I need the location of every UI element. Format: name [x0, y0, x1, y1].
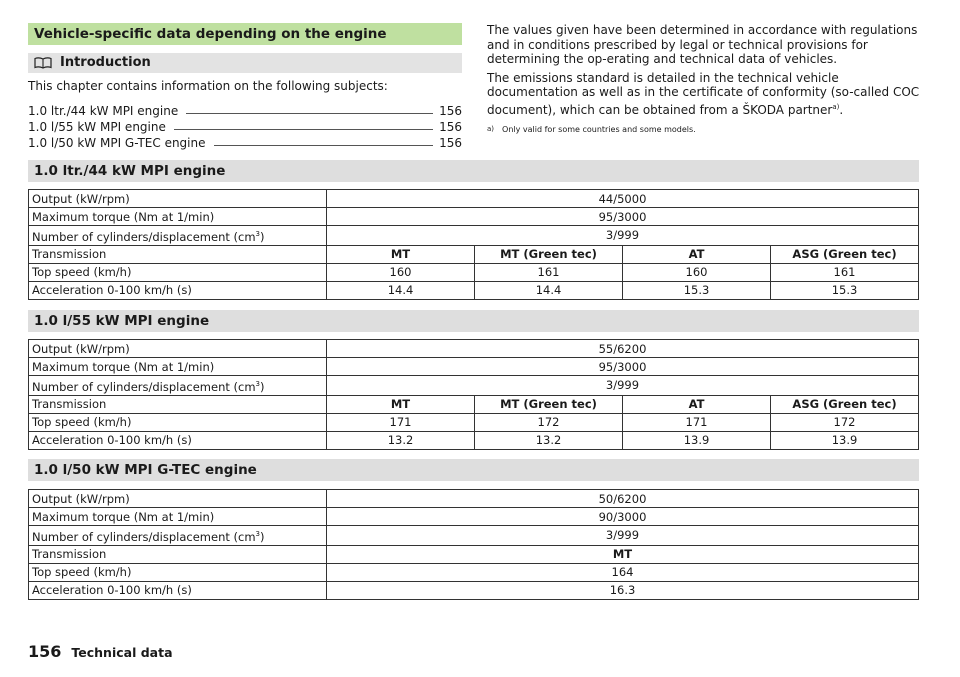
row-label [29, 376, 327, 396]
column-header: AT [623, 395, 771, 413]
table-cell: 172 [771, 413, 919, 431]
table-row [29, 581, 919, 599]
footer-title: Technical data [71, 645, 173, 660]
table-cell: 14.4 [475, 281, 623, 299]
toc-item-page: 156 [439, 136, 462, 150]
table-cell: 16.3 [327, 581, 919, 599]
column-header: ASG (Green tec) [771, 245, 919, 263]
column-header: ASG (Green tec) [771, 395, 919, 413]
book-icon [34, 57, 52, 69]
emissions-text: The emissions standard is detailed in the technical vehicle documentation as well as in the certificate of conformity (so-called COC document), which can be obtained from a ŠKODA partner [487, 70, 920, 117]
row-value: 3/999 [327, 526, 919, 546]
row-label: Top speed (km/h) [29, 413, 327, 431]
cyl-label-sup: 3 [255, 230, 261, 238]
row-label: Maximum torque (Nm at 1/min) [29, 358, 327, 376]
table-cell: 13.9 [623, 431, 771, 449]
row-value: 55/6200 [327, 340, 919, 358]
row-label: Transmission [29, 395, 327, 413]
introduction-header [28, 53, 462, 73]
column-header: MT (Green tec) [475, 245, 623, 263]
emissions-paragraph [487, 71, 927, 118]
table-row [29, 563, 919, 581]
table-cell: 15.3 [771, 281, 919, 299]
footnote [487, 125, 927, 134]
table-cell: 13.9 [771, 431, 919, 449]
row-value: 3/999 [327, 376, 919, 396]
row-value: 95/3000 [327, 358, 919, 376]
table-row [29, 413, 919, 431]
page-number: 156 [28, 642, 62, 661]
table-cell: 161 [475, 263, 623, 281]
toc-item-page: 156 [439, 104, 462, 118]
spec-table [28, 339, 919, 450]
introduction-title: Introduction [60, 55, 151, 70]
table-cell: 161 [771, 263, 919, 281]
spec-table [28, 189, 919, 300]
values-paragraph: The values given have been determined in accordance with regulations and in conditions prescribed by legal or technical provisions for determining the op-erating and technical data of vehicles. [487, 23, 918, 66]
row-label [29, 226, 327, 246]
table-cell: 164 [327, 563, 919, 581]
row-label: Output (kW/rpm) [29, 340, 327, 358]
column-header: MT [327, 395, 475, 413]
table-cell: 172 [475, 413, 623, 431]
table-row [29, 490, 919, 508]
table-row [29, 526, 919, 546]
row-label: Transmission [29, 245, 327, 263]
column-header: MT (Green tec) [475, 395, 623, 413]
table-row [29, 376, 919, 396]
row-label [29, 526, 327, 546]
row-label: Acceleration 0-100 km/h (s) [29, 581, 327, 599]
row-value: 3/999 [327, 226, 919, 246]
table-row [29, 208, 919, 226]
footnote-mark: a) [487, 125, 495, 133]
cyl-label-text: Number of cylinders/displacement (cm [32, 379, 256, 394]
column-header: AT [623, 245, 771, 263]
toc-item[interactable] [28, 134, 462, 150]
toc-leader-line [214, 145, 434, 146]
toc-leader-line [186, 113, 433, 114]
table-row [29, 245, 919, 263]
table-cell: 171 [623, 413, 771, 431]
table-row [29, 226, 919, 246]
row-label: Maximum torque (Nm at 1/min) [29, 208, 327, 226]
table-cell: 13.2 [327, 431, 475, 449]
left-column [28, 23, 462, 150]
row-value: 44/5000 [327, 190, 919, 208]
table-row [29, 395, 919, 413]
chapter-header: Vehicle-specific data depending on the engine [28, 23, 462, 45]
row-label: Top speed (km/h) [29, 563, 327, 581]
section-title: 1.0 l/50 kW MPI G-TEC engine [28, 459, 919, 481]
footnote-text: Only valid for some countries and some models. [502, 125, 696, 134]
row-value: 95/3000 [327, 208, 919, 226]
row-label: Acceleration 0-100 km/h (s) [29, 281, 327, 299]
cyl-label-sup: 3 [255, 380, 261, 388]
row-value: 90/3000 [327, 508, 919, 526]
column-header: MT [327, 245, 475, 263]
row-label: Acceleration 0-100 km/h (s) [29, 431, 327, 449]
toc-item-label: 1.0 l/50 kW MPI G-TEC engine [28, 136, 206, 150]
cyl-label-close: ) [260, 529, 265, 544]
toc-item-label: 1.0 ltr./44 kW MPI engine [28, 104, 179, 118]
table-row [29, 190, 919, 208]
toc-leader-line [174, 129, 433, 130]
table-cell: 13.2 [475, 431, 623, 449]
table-cell: 15.3 [623, 281, 771, 299]
footnote-reference: a) [832, 102, 840, 111]
row-label: Top speed (km/h) [29, 263, 327, 281]
right-column [487, 23, 927, 134]
row-label: Output (kW/rpm) [29, 490, 327, 508]
table-of-contents [28, 102, 462, 150]
emissions-text-end: . [839, 102, 844, 117]
spec-table [28, 489, 919, 600]
table-row [29, 281, 919, 299]
row-label: Output (kW/rpm) [29, 190, 327, 208]
table-row [29, 545, 919, 563]
row-label: Transmission [29, 545, 327, 563]
table-row [29, 340, 919, 358]
row-value: 50/6200 [327, 490, 919, 508]
table-row [29, 431, 919, 449]
column-header: MT [327, 545, 919, 563]
section-title: 1.0 l/55 kW MPI engine [28, 310, 919, 332]
toc-item-page: 156 [439, 120, 462, 134]
toc-item[interactable] [28, 102, 462, 118]
page-footer [28, 642, 173, 661]
table-cell: 160 [623, 263, 771, 281]
table-row [29, 358, 919, 376]
toc-item-label: 1.0 l/55 kW MPI engine [28, 120, 166, 134]
table-cell: 160 [327, 263, 475, 281]
cyl-label-sup: 3 [255, 530, 261, 538]
table-row [29, 508, 919, 526]
cyl-label-close: ) [260, 229, 265, 244]
table-cell: 14.4 [327, 281, 475, 299]
table-row [29, 263, 919, 281]
toc-item[interactable] [28, 118, 462, 134]
cyl-label-close: ) [260, 379, 265, 394]
row-label: Maximum torque (Nm at 1/min) [29, 508, 327, 526]
introduction-text: This chapter contains information on the following subjects: [28, 79, 388, 93]
table-cell: 171 [327, 413, 475, 431]
cyl-label-text: Number of cylinders/displacement (cm [32, 529, 256, 544]
cyl-label-text: Number of cylinders/displacement (cm [32, 229, 256, 244]
section-title: 1.0 ltr./44 kW MPI engine [28, 160, 919, 182]
